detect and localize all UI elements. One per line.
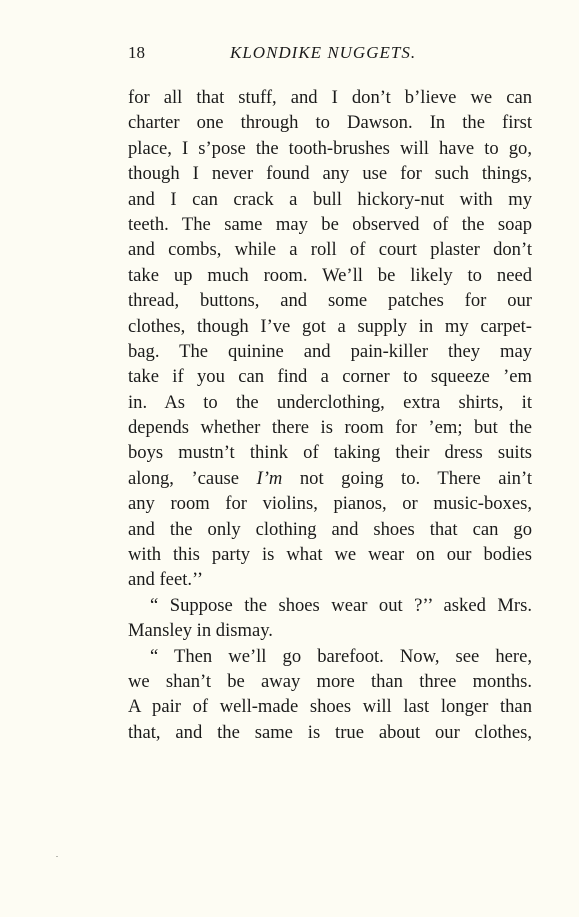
paper-speck: [56, 856, 58, 857]
text-line: boys mustn’t think of taking their dress suits: [128, 442, 532, 464]
text-line: A pair of well-made shoes will last longer than: [128, 696, 532, 718]
text-line: with this party is what we wear on our bodies: [128, 544, 532, 566]
text-line: bag. The quinine and pain-killer they may: [128, 340, 532, 362]
text-line: Mansley in dismay.: [128, 620, 273, 642]
italic-word: I’m: [256, 467, 283, 489]
text-line: charter one through to Dawson. In the first: [128, 112, 532, 134]
running-title: KLONDIKE NUGGETS.: [230, 43, 417, 62]
text-line: in. As to the underclothing, extra shirts, it: [128, 391, 532, 413]
text-line: we shan’t be away more than three months.: [128, 670, 532, 692]
text-line: though I never found any use for such things,: [128, 163, 532, 185]
text-line: take up much room. We’ll be likely to need: [128, 264, 532, 286]
text-line: and combs, while a roll of court plaster don’t: [128, 239, 532, 261]
text-line: thread, buttons, and some patches for our: [128, 290, 532, 312]
text-line: for all that stuff, and I don’t b’lieve we can: [128, 87, 532, 108]
text-line: teeth. The same may be observed of the soap: [128, 213, 532, 235]
body-text: [128, 85, 532, 745]
text-line: any room for violins, pianos, or music-boxes,: [128, 493, 532, 515]
text-run: not going to. There ain’t: [282, 467, 532, 489]
text-line: place, I s’pose the tooth-brushes will have to go,: [128, 137, 532, 159]
text-line: “ Suppose the shoes wear out ?’’ asked Mrs.: [150, 594, 532, 616]
text-run: along, ’cause: [128, 467, 257, 489]
text-line: and the only clothing and shoes that can go: [128, 518, 532, 540]
text-line: [128, 466, 532, 491]
text-line: that, and the same is true about our clothes,: [128, 721, 532, 743]
text-line: clothes, though I’ve got a supply in my carpet-: [128, 315, 532, 337]
page-number: 18: [128, 43, 145, 62]
text-line: “ Then we’ll go barefoot. Now, see here,: [150, 645, 532, 667]
text-line: and feet.’’: [128, 569, 204, 591]
text-line: and I can crack a bull hickory-nut with my: [128, 188, 532, 210]
text-line: take if you can find a corner to squeeze ’em: [128, 366, 532, 388]
text-line: depends whether there is room for ’em; but the: [128, 417, 532, 439]
page-header: [128, 41, 528, 65]
